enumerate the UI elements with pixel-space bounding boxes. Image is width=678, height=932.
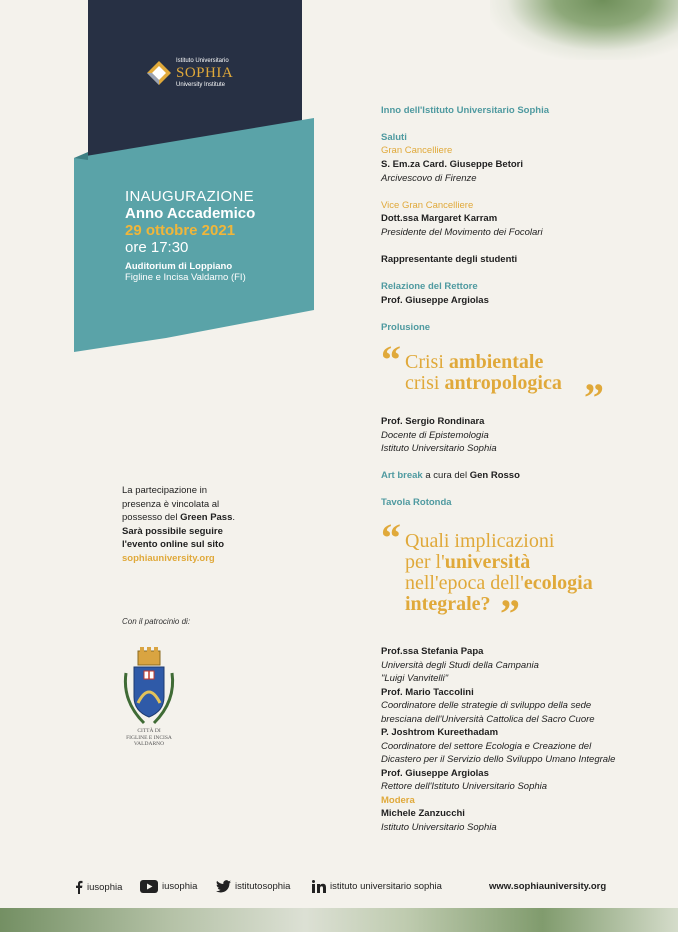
close-quote-mark: ”	[500, 591, 520, 636]
website-link[interactable]: sophiauniversity.org	[122, 552, 215, 564]
logo-line2: University Institute	[176, 82, 226, 88]
vice-name: Dott.ssa Margaret Karram	[381, 213, 498, 224]
quote-text-bold: antropologica	[444, 372, 562, 394]
program-inno: Inno dell'Istituto Universitario Sophia	[381, 105, 549, 116]
banner-date: 29 ottobre 2021	[125, 222, 236, 239]
note-line: La partecipazione in	[122, 485, 208, 496]
vice-role: Vice Gran Cancelliere	[381, 200, 474, 211]
facebook-handle: iusophia	[87, 881, 123, 893]
panelist-name: Prof.ssa Stefania Papa	[381, 646, 484, 657]
program-saluti: Saluti	[381, 132, 407, 143]
note-text: possesso del	[122, 512, 181, 523]
vice-desc: Presidente del Movimento dei Focolari	[381, 227, 543, 238]
gran-cancelliere-desc: Arcivescovo di Firenze	[381, 173, 477, 184]
green-pass-note	[122, 484, 272, 565]
linkedin-handle: istituto universitario sophia	[330, 881, 442, 892]
footer-website-link[interactable]: www.sophiauniversity.org	[489, 881, 607, 892]
banner-place: Figline e Incisa Valdarno (FI)	[125, 272, 246, 283]
banner-time: ore 17:30	[125, 239, 189, 256]
panelist-name: Prof. Mario Taccolini	[381, 687, 474, 698]
moderator-name: Michele Zanzucchi	[381, 808, 465, 819]
panelist-desc: Rettore dell'Istituto Universitario Sophia	[381, 781, 548, 792]
linkedin-icon	[312, 880, 326, 893]
art-break-label: Art break	[381, 470, 423, 481]
banner-title: INAUGURAZIONE	[125, 188, 254, 205]
note-text: .	[232, 512, 236, 523]
panelist-desc: Coordinatore delle strategie di sviluppo della sede	[381, 700, 592, 711]
panelist-name: Prof. Giuseppe Argiolas	[381, 768, 489, 779]
facebook-icon	[74, 880, 83, 894]
quote-text-bold: ambientale	[448, 351, 544, 373]
banner-venue: Auditorium di Loppiano	[125, 261, 233, 272]
prolusione-desc: Istituto Universitario Sophia	[381, 443, 497, 454]
studenti: Rappresentante degli studenti	[381, 254, 518, 265]
art-break-performer: Gen Rosso	[469, 470, 520, 481]
tavola-label: Tavola Rotonda	[381, 497, 452, 508]
panelist-desc: bresciana dell'Università Cattolica del Sacro Cuore	[381, 714, 595, 725]
relazione-label: Relazione del Rettore	[381, 281, 478, 292]
note-line: Sarà possibile seguire	[122, 525, 223, 537]
quote-line	[405, 373, 562, 394]
panelist-name: P. Joshtrom Kureethadam	[381, 727, 499, 738]
modera-label: Modera	[381, 795, 415, 806]
logo-name: SOPHIA	[176, 65, 234, 81]
city-crest-icon	[118, 645, 180, 737]
logo-line1: Istituto Universitario	[176, 58, 229, 64]
quote-line: integrale?	[405, 593, 491, 615]
art-break	[381, 469, 520, 483]
quote-line	[405, 552, 593, 573]
crest-caption-line: VALDARNO	[133, 741, 165, 747]
crest-caption-line: CITTÀ DI	[137, 728, 161, 734]
crest-caption	[112, 728, 186, 748]
quote-line	[405, 573, 593, 594]
rettore-name: Prof. Giuseppe Argiolas	[381, 295, 489, 306]
banner-subtitle: Anno Accademico	[125, 205, 256, 222]
green-pass-label: Green Pass	[180, 512, 233, 523]
quote-text-bold: ecologia	[523, 572, 593, 594]
prolusione-desc: Docente di Epistemologia	[381, 430, 489, 441]
social-footer	[74, 880, 634, 896]
twitter-handle: istitutosophia	[235, 881, 291, 892]
quote-text: Crisi	[405, 351, 449, 373]
banner-text	[125, 188, 315, 283]
linkedin-link[interactable]	[312, 880, 442, 893]
open-quote-mark: “	[381, 515, 401, 560]
gran-cancelliere-role: Gran Cancelliere	[381, 145, 453, 156]
open-quote-mark: “	[381, 337, 401, 382]
youtube-link[interactable]	[140, 880, 197, 893]
note-line	[122, 511, 272, 525]
note-line: l'evento online sul sito	[122, 539, 225, 550]
moderator-desc: Istituto Universitario Sophia	[381, 822, 497, 833]
art-break-text: a cura del	[422, 470, 470, 481]
twitter-link[interactable]	[216, 880, 290, 893]
quote-prolusione	[405, 352, 562, 394]
quote-line: Quali implicazioni	[405, 530, 555, 552]
prolusione-label: Prolusione	[381, 322, 431, 333]
gran-cancelliere-name: S. Em.za Card. Giuseppe Betori	[381, 159, 524, 170]
youtube-icon	[140, 880, 158, 893]
panelist-desc: Dicastero per il Servizio dello Sviluppo Umano Integrale	[381, 754, 616, 765]
quote-text: crisi	[405, 372, 445, 394]
panelist-desc: Coordinatore del settore Ecologia e Creazione del	[381, 741, 592, 752]
close-quote-mark: ”	[584, 375, 604, 420]
panelist-desc: Università degli Studi della Campania	[381, 660, 539, 671]
quote-tavola	[405, 531, 593, 615]
prolusione-speaker: Prof. Sergio Rondinara	[381, 416, 485, 427]
crest-caption-line: FIGLINE E INCISA	[126, 734, 172, 741]
panelist-desc: "Luigi Vanvitelli"	[381, 673, 449, 684]
youtube-handle: iusophia	[162, 881, 198, 892]
twitter-icon	[216, 880, 231, 893]
quote-text-bold: università	[444, 551, 531, 573]
quote-text: nell'epoca dell'	[405, 572, 524, 594]
facebook-link[interactable]	[74, 880, 122, 894]
patronage-label: Con il patrocinio di:	[122, 617, 191, 626]
note-line: presenza è vincolata al	[122, 498, 220, 510]
quote-line	[405, 352, 562, 373]
quote-text: per l'	[405, 551, 445, 573]
